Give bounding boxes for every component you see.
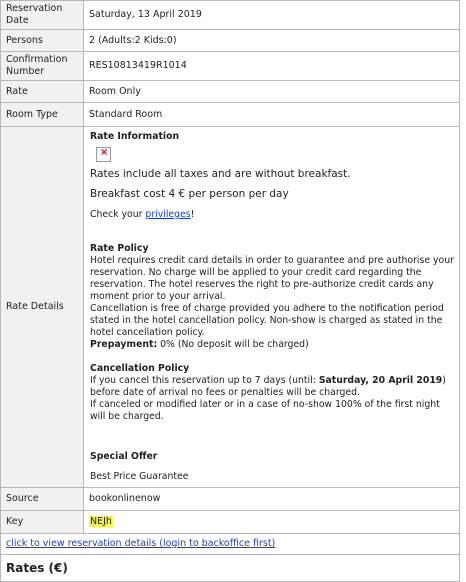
privileges-link[interactable]: privileges <box>145 209 191 220</box>
row-key <box>1 511 460 534</box>
room-type-label: Room Type <box>1 103 84 127</box>
privileges-suffix: ! <box>190 209 195 220</box>
prepayment-value: 0% (No deposit will be charged) <box>157 339 309 350</box>
row-rate <box>1 81 460 103</box>
rate-value: Room Only <box>84 81 460 103</box>
rate-label: Rate <box>1 81 84 103</box>
reservation-date-value: Saturday, 13 April 2019 <box>84 1 460 30</box>
key-label: Key <box>1 511 84 534</box>
rate-details-content <box>84 127 460 488</box>
broken-image-icon: × <box>96 147 111 162</box>
rates-heading: Rates (€) <box>0 555 460 582</box>
room-type-value: Standard Room <box>84 103 460 127</box>
rate-policy-heading: Rate Policy <box>90 243 149 254</box>
rate-details-label: Rate Details <box>1 127 84 488</box>
privileges-line <box>90 209 454 221</box>
cancel-text-1: If you cancel this reservation up to 7 days (until: <box>90 375 319 386</box>
cancellation-text: Cancellation is free of charge provided you adhere to the notification period stated in the hotel cancellation policy. Non-show is charged as stated in the hotel cancellation policy. <box>90 303 444 338</box>
row-rate-details <box>1 127 460 488</box>
privileges-prefix: Check your <box>90 209 146 220</box>
cancel-text-3: If canceled or modified later or in a case of no-show 100% of the first night will be charged. <box>90 399 440 422</box>
cancel-text-2: ) before date of arrival no fees or penalties will be charged. <box>90 375 446 398</box>
source-label: Source <box>1 488 84 511</box>
persons-label: Persons <box>1 30 84 52</box>
rate-policy-text: Hotel requires credit card details in order to guarantee and pre authorise your reservation. No charge will be applied to your credit card regarding the reservation. The hotel reserves the right to pre-authorize credit cards any moment prior to your arrival. <box>90 255 454 302</box>
row-room-type <box>1 103 460 127</box>
prepayment-line <box>90 339 454 351</box>
row-reservation-date <box>1 1 460 30</box>
confirmation-value: RES10813419R1014 <box>84 52 460 81</box>
row-persons <box>1 30 460 52</box>
row-source <box>1 488 460 511</box>
row-confirmation <box>1 52 460 81</box>
rate-info-heading: Rate Information <box>90 131 180 142</box>
confirmation-label: Confirmation Number <box>1 52 84 81</box>
special-offer-text: Best Price Guarantee <box>90 471 189 482</box>
reservation-date-label: Reservation Date <box>1 1 84 30</box>
persons-value: 2 (Adults:2 Kids:0) <box>84 30 460 52</box>
key-value: NEJh <box>90 516 112 527</box>
special-offer-heading: Special Offer <box>90 451 158 462</box>
taxes-text: Rates include all taxes and are without breakfast. <box>90 168 351 180</box>
view-reservation-link[interactable]: click to view reservation details (login to backoffice first) <box>0 534 460 555</box>
cancel-policy-text <box>90 375 454 399</box>
key-cell <box>84 511 460 534</box>
source-value: bookonlinenow <box>84 488 460 511</box>
breakfast-text: Breakfast cost 4 € per person per day <box>90 188 289 200</box>
cancel-policy-heading: Cancellation Policy <box>90 363 190 374</box>
cancel-date: Saturday, 20 April 2019 <box>318 375 443 386</box>
prepayment-label: Prepayment: <box>90 339 158 350</box>
